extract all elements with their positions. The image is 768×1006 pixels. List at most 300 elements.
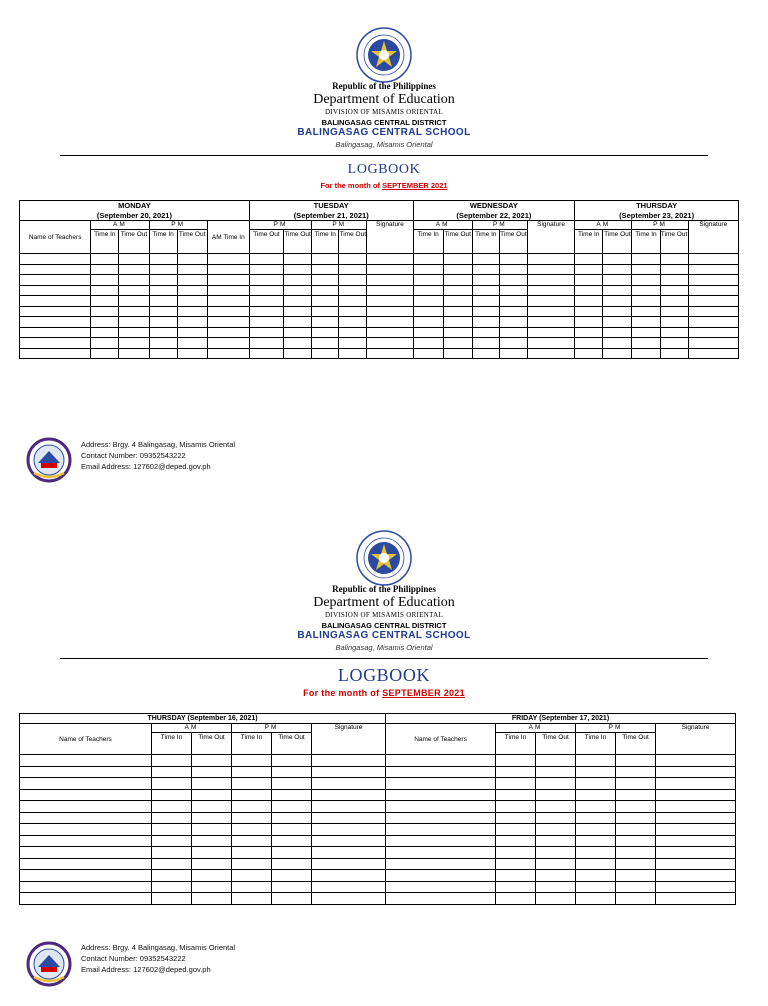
entry-cell: [177, 254, 207, 265]
entry-cell: [152, 893, 192, 905]
table-row: [20, 778, 736, 790]
entry-cell: [386, 789, 496, 801]
entry-cell: [499, 296, 527, 307]
entry-cell: [656, 801, 736, 813]
entry-cell: [656, 870, 736, 882]
entry-cell: [272, 801, 312, 813]
entry-cell: [496, 847, 536, 859]
location-heading: Balingasag, Misamis Oriental: [335, 643, 433, 652]
entry-cell: [177, 296, 207, 307]
entry-cell: [152, 881, 192, 893]
entry-cell: [272, 870, 312, 882]
entry-cell: [152, 858, 192, 870]
entry-cell: [232, 766, 272, 778]
entry-cell: [339, 264, 367, 275]
entry-cell: [232, 835, 272, 847]
entry-cell: [20, 275, 91, 286]
entry-cell: [499, 275, 527, 286]
table-row: [20, 327, 739, 338]
entry-cell: [152, 778, 192, 790]
time-in-header: Time In: [472, 230, 499, 254]
entry-cell: [660, 285, 688, 296]
entry-cell: [413, 296, 443, 307]
entry-cell: [272, 835, 312, 847]
entry-cell: [413, 338, 443, 349]
entry-cell: [527, 264, 574, 275]
entry-cell: [413, 254, 443, 265]
entry-cell: [177, 317, 207, 328]
entry-cell: [152, 766, 192, 778]
entry-cell: [660, 275, 688, 286]
footer-contact-number: Contact Number: 09352543222: [81, 451, 186, 460]
thu-name-of-teachers-header: Name of Teachers: [20, 724, 152, 755]
entry-cell: [688, 264, 738, 275]
entry-cell: [177, 306, 207, 317]
entry-cell: [232, 755, 272, 767]
table-row: [20, 766, 736, 778]
entry-cell: [496, 824, 536, 836]
entry-cell: [632, 338, 660, 349]
entry-cell: [443, 285, 472, 296]
entry-cell: [192, 847, 232, 859]
entry-cell: [119, 306, 149, 317]
entry-cell: [576, 766, 616, 778]
entry-cell: [576, 755, 616, 767]
entry-cell: [367, 348, 413, 359]
entry-cell: [536, 893, 576, 905]
entry-cell: [499, 348, 527, 359]
table-row: [20, 801, 736, 813]
month-prefix: For the month of: [320, 181, 381, 190]
entry-cell: [339, 317, 367, 328]
time-out-header: Time Out: [603, 230, 632, 254]
entry-cell: [20, 264, 91, 275]
entry-cell: [616, 847, 656, 859]
entry-cell: [312, 824, 386, 836]
entry-cell: [496, 870, 536, 882]
entry-cell: [413, 264, 443, 275]
entry-cell: [616, 824, 656, 836]
entry-cell: [472, 254, 499, 265]
entry-cell: [119, 254, 149, 265]
month-value: SEPTEMBER 2021: [382, 688, 465, 698]
entry-cell: [575, 348, 603, 359]
month-prefix: For the month of: [303, 688, 380, 698]
entry-cell: [527, 275, 574, 286]
time-out-header: Time Out: [284, 230, 312, 254]
entry-cell: [496, 801, 536, 813]
entry-cell: [536, 858, 576, 870]
entry-cell: [443, 275, 472, 286]
entry-cell: [413, 306, 443, 317]
entry-cell: [576, 824, 616, 836]
entry-cell: [119, 285, 149, 296]
entry-cell: [312, 296, 339, 307]
two-day-logbook-table: [19, 713, 736, 905]
entry-cell: [367, 264, 413, 275]
entry-cell: [149, 317, 177, 328]
thu-signature-header: Signature: [688, 221, 738, 254]
entry-cell: [616, 812, 656, 824]
entry-cell: [272, 893, 312, 905]
thu-signature-header: Signature: [312, 724, 386, 755]
school-seal-icon: [24, 941, 74, 987]
entry-cell: [207, 275, 249, 286]
footer-contact-number: Contact Number: 09352543222: [81, 954, 186, 963]
entry-cell: [616, 789, 656, 801]
entry-cell: [312, 317, 339, 328]
entry-cell: [312, 766, 386, 778]
header-divider: [60, 155, 708, 156]
entry-cell: [576, 835, 616, 847]
entry-cell: [20, 801, 152, 813]
entry-cell: [232, 801, 272, 813]
entry-cell: [312, 755, 386, 767]
footer-contact: [81, 439, 235, 472]
entry-cell: [496, 778, 536, 790]
entry-cell: [443, 327, 472, 338]
entry-cell: [443, 264, 472, 275]
entry-cell: [603, 275, 632, 286]
entry-cell: [632, 327, 660, 338]
entry-cell: [616, 801, 656, 813]
entry-cell: [192, 789, 232, 801]
entry-cell: [152, 824, 192, 836]
table-row: [20, 755, 736, 767]
entry-cell: [91, 296, 119, 307]
entry-cell: [249, 327, 283, 338]
time-out-header: Time Out: [177, 230, 207, 254]
entry-cell: [152, 812, 192, 824]
entry-cell: [91, 317, 119, 328]
entry-cell: [119, 327, 149, 338]
time-in-header: Time In: [413, 230, 443, 254]
entry-cell: [632, 306, 660, 317]
entry-cell: [616, 870, 656, 882]
entry-cell: [339, 296, 367, 307]
entry-cell: [149, 254, 177, 265]
entry-cell: [499, 264, 527, 275]
entry-cell: [312, 881, 386, 893]
entry-cell: [443, 317, 472, 328]
entry-cell: [152, 755, 192, 767]
entry-cell: [177, 285, 207, 296]
entry-cell: [312, 858, 386, 870]
mon-am-time-in-header: AM Time In: [207, 221, 249, 254]
entry-cell: [20, 824, 152, 836]
time-out-header: Time Out: [499, 230, 527, 254]
entry-cell: [312, 327, 339, 338]
table-row: [20, 254, 739, 265]
school-heading: BALINGASAG CENTRAL SCHOOL: [297, 127, 471, 138]
entry-cell: [499, 327, 527, 338]
entry-cell: [386, 893, 496, 905]
entry-cell: [20, 317, 91, 328]
time-out-header: Time Out: [660, 230, 688, 254]
entry-cell: [232, 778, 272, 790]
entry-cell: [152, 835, 192, 847]
entry-cell: [149, 264, 177, 275]
entry-cell: [656, 858, 736, 870]
entry-cell: [20, 285, 91, 296]
fri-am-header: AM: [496, 724, 576, 733]
entry-cell: [232, 858, 272, 870]
entry-cell: [660, 317, 688, 328]
entry-cell: [91, 338, 119, 349]
entry-cell: [472, 285, 499, 296]
entry-cell: [496, 893, 536, 905]
entry-cell: [575, 327, 603, 338]
entry-cell: [207, 348, 249, 359]
entry-cell: [192, 755, 232, 767]
entry-cell: [527, 338, 574, 349]
entry-cell: [119, 338, 149, 349]
footer-email: Email Address: 127602@deped.gov.ph: [81, 462, 211, 471]
time-out-header: Time Out: [192, 733, 232, 755]
entry-cell: [149, 275, 177, 286]
table-row: [20, 275, 739, 286]
entry-cell: [91, 264, 119, 275]
entry-cell: [339, 306, 367, 317]
entry-cell: [536, 789, 576, 801]
entry-cell: [603, 264, 632, 275]
table-row: [20, 870, 736, 882]
entry-cell: [472, 338, 499, 349]
entry-cell: [575, 275, 603, 286]
entry-cell: [192, 766, 232, 778]
entry-cell: [207, 327, 249, 338]
entry-cell: [272, 858, 312, 870]
entry-cell: [20, 778, 152, 790]
entry-cell: [632, 264, 660, 275]
entry-cell: [367, 327, 413, 338]
entry-cell: [575, 264, 603, 275]
entry-cell: [91, 275, 119, 286]
deped-seal-icon: [356, 530, 412, 586]
wednesday-day: WEDNESDAY: [469, 201, 518, 210]
fri-pm-header: PM: [576, 724, 656, 733]
thu-pm-header: PM: [632, 221, 688, 230]
entry-cell: [232, 893, 272, 905]
entry-cell: [339, 338, 367, 349]
entry-cell: [536, 766, 576, 778]
entry-cell: [207, 296, 249, 307]
entry-cell: [20, 835, 152, 847]
division-heading: DIVISION OF MISAMIS ORIENTAL: [324, 108, 444, 116]
entry-cell: [20, 766, 152, 778]
entry-cell: [192, 870, 232, 882]
entry-cell: [386, 858, 496, 870]
time-in-header: Time In: [91, 230, 119, 254]
entry-cell: [656, 766, 736, 778]
table-row: [20, 789, 736, 801]
location-heading: Balingasag, Misamis Oriental: [335, 140, 433, 149]
time-in-header: Time In: [312, 230, 339, 254]
entry-cell: [20, 789, 152, 801]
table-row: [20, 812, 736, 824]
monday-day: MONDAY: [118, 201, 151, 210]
entry-cell: [496, 755, 536, 767]
entry-cell: [249, 264, 283, 275]
entry-cell: [527, 317, 574, 328]
entry-cell: [603, 317, 632, 328]
school-heading: BALINGASAG CENTRAL SCHOOL: [297, 630, 471, 641]
entry-cell: [616, 858, 656, 870]
entry-cell: [249, 254, 283, 265]
entry-cell: [632, 285, 660, 296]
entry-cell: [576, 870, 616, 882]
entry-cell: [339, 275, 367, 286]
entry-cell: [272, 766, 312, 778]
entry-cell: [249, 275, 283, 286]
entry-cell: [312, 835, 386, 847]
tue-signature-header: Signature: [367, 221, 413, 254]
entry-cell: [207, 264, 249, 275]
entry-cell: [576, 801, 616, 813]
entry-cell: [536, 755, 576, 767]
wed-signature-header: Signature: [527, 221, 574, 254]
mon-am-header: AM: [91, 221, 149, 230]
wednesday-header: [413, 201, 575, 221]
footer-address: Address: Brgy. 4 Balingasag, Misamis Oriental: [81, 440, 236, 449]
entry-cell: [603, 254, 632, 265]
table-row: [20, 296, 739, 307]
entry-cell: [386, 766, 496, 778]
entry-cell: [688, 348, 738, 359]
time-in-header: Time In: [496, 733, 536, 755]
entry-cell: [527, 296, 574, 307]
footer-email: Email Address: 127602@deped.gov.ph: [81, 965, 211, 974]
entry-cell: [192, 835, 232, 847]
entry-cell: [656, 881, 736, 893]
entry-cell: [20, 306, 91, 317]
table-row: [20, 348, 739, 359]
entry-cell: [312, 870, 386, 882]
entry-cell: [688, 338, 738, 349]
entry-cell: [496, 881, 536, 893]
time-in-header: Time In: [149, 230, 177, 254]
entry-cell: [688, 296, 738, 307]
entry-cell: [536, 801, 576, 813]
entry-cell: [536, 778, 576, 790]
entry-cell: [249, 306, 283, 317]
entry-cell: [616, 893, 656, 905]
entry-cell: [152, 789, 192, 801]
table-row: [20, 317, 739, 328]
entry-cell: [20, 348, 91, 359]
entry-cell: [603, 296, 632, 307]
entry-cell: [284, 317, 312, 328]
entry-cell: [632, 254, 660, 265]
thursday-sept16-header: THURSDAY (September 16, 2021): [20, 714, 386, 724]
entry-cell: [536, 824, 576, 836]
entry-cell: [575, 338, 603, 349]
entry-cell: [603, 327, 632, 338]
entry-cell: [91, 285, 119, 296]
entry-cell: [272, 847, 312, 859]
table-row: [20, 285, 739, 296]
entry-cell: [688, 275, 738, 286]
entry-cell: [249, 285, 283, 296]
time-in-header: Time In: [575, 230, 603, 254]
entry-cell: [152, 847, 192, 859]
entry-cell: [660, 296, 688, 307]
entry-cell: [152, 870, 192, 882]
entry-cell: [284, 327, 312, 338]
entry-cell: [91, 327, 119, 338]
entry-cell: [472, 275, 499, 286]
friday-sept17-header: FRIDAY (September 17, 2021): [386, 714, 736, 724]
entry-cell: [616, 881, 656, 893]
entry-cell: [499, 306, 527, 317]
entry-cell: [496, 766, 536, 778]
entry-cell: [20, 812, 152, 824]
department-heading: Department of Education: [313, 92, 455, 107]
entry-cell: [339, 327, 367, 338]
table-row: [20, 835, 736, 847]
entry-cell: [312, 338, 339, 349]
month-line: [0, 181, 768, 190]
entry-cell: [656, 847, 736, 859]
entry-cell: [232, 812, 272, 824]
entry-cell: [660, 338, 688, 349]
entry-cell: [575, 254, 603, 265]
entry-cell: [119, 296, 149, 307]
entry-cell: [472, 317, 499, 328]
entry-cell: [367, 296, 413, 307]
entry-cell: [284, 285, 312, 296]
entry-cell: [656, 893, 736, 905]
table-row: [20, 824, 736, 836]
entry-cell: [443, 296, 472, 307]
district-heading: BALINGASAG CENTRAL DISTRICT: [321, 118, 447, 127]
entry-cell: [527, 306, 574, 317]
entry-cell: [20, 296, 91, 307]
entry-cell: [472, 327, 499, 338]
entry-cell: [413, 327, 443, 338]
entry-cell: [688, 306, 738, 317]
table-row: [20, 338, 739, 349]
table-row: [20, 858, 736, 870]
entry-cell: [688, 317, 738, 328]
entry-cell: [603, 285, 632, 296]
entry-cell: [284, 254, 312, 265]
entry-cell: [472, 264, 499, 275]
entry-cell: [616, 766, 656, 778]
thu-pm-header: PM: [232, 724, 312, 733]
table-row: [20, 881, 736, 893]
entry-cell: [20, 327, 91, 338]
time-out-header: Time Out: [339, 230, 367, 254]
entry-cell: [386, 835, 496, 847]
entry-cell: [312, 812, 386, 824]
deped-seal-icon: [356, 27, 412, 83]
entry-cell: [207, 317, 249, 328]
entry-cell: [284, 348, 312, 359]
entry-cell: [688, 254, 738, 265]
entry-cell: [312, 285, 339, 296]
entry-cell: [576, 847, 616, 859]
entry-cell: [536, 870, 576, 882]
entry-cell: [575, 317, 603, 328]
table-row: [20, 306, 739, 317]
entry-cell: [249, 338, 283, 349]
entry-cell: [249, 348, 283, 359]
entry-cell: [192, 812, 232, 824]
entry-cell: [149, 348, 177, 359]
entry-cell: [192, 858, 232, 870]
entry-cell: [527, 254, 574, 265]
